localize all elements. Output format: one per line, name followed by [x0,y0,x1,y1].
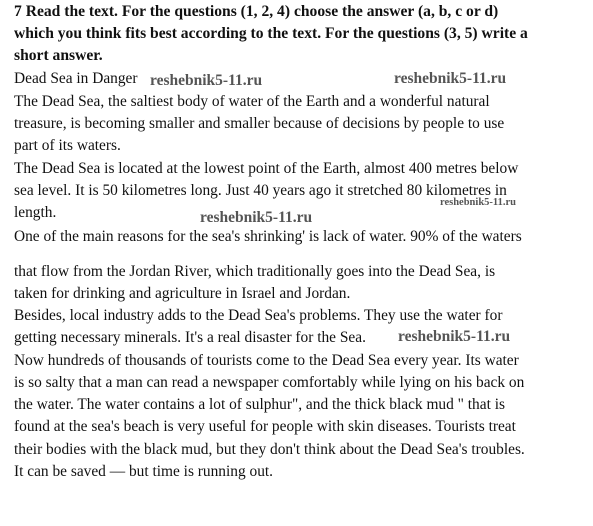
article-line-1: The Dead Sea, the saltiest body of water of the Earth and a wonderful natural [14,93,490,110]
article-line-4: The Dead Sea is located at the lowest point of the Earth, almost 400 metres below [14,160,519,177]
article-line-12: Now hundreds of thousands of tourists come to the Dead Sea every year. Its water [14,352,519,369]
task-line-2: which you think fits best according to the text. For the questions (3, 5) write a [14,25,528,42]
article-title: Dead Sea in Danger [14,70,138,87]
article-line-3: part of its waters. [14,137,121,154]
article-line-9: taken for drinking and agriculture in Israel and Jordan. [14,285,351,302]
article-line-17: It can be saved — but time is running out. [14,463,274,480]
article-line-13: is so salty that a man can read a newspaper comfortably while lying on his back on [14,374,525,391]
article-line-8: that flow from the Jordan River, which traditionally goes into the Dead Sea, is [14,263,496,280]
watermark: reshebnik5-11.ru [150,72,263,89]
watermark: reshebnik5-11.ru [394,70,507,87]
article-line-7: One of the main reasons for the sea's shrinking' is lack of water. 90% of the waters [14,228,522,245]
article-line-15: found at the sea's beach is very useful for people with skin diseases. Tourists treat [14,418,516,435]
watermark-small: reshebnik5-11.ru [440,197,516,208]
article-line-11: getting necessary minerals. It's a real disaster for the Sea. [14,329,366,346]
task-line-1: 7 Read the text. For the questions (1, 2, 4) choose the answer (a, b, c or d) [14,3,499,20]
article-line-10: Besides, local industry adds to the Dead Sea's problems. They use the water for [14,307,503,324]
article-line-6: length. [14,204,57,221]
task-line-3: short answer. [14,47,103,64]
article-line-14: the water. The water contains a lot of sulphur", and the thick black mud " that is [14,396,505,413]
watermark: reshebnik5-11.ru [398,328,511,345]
article-line-5: sea level. It is 50 kilometres long. Just 40 years ago it stretched 80 kilometres in [14,182,507,199]
watermark: reshebnik5-11.ru [200,209,313,226]
article-line-16: their bodies with the black mud, but they don't think about the Dead Sea's troubles. [14,441,525,458]
article-line-2: treasure, is becoming smaller and smaller because of decisions by people to use [14,115,505,132]
